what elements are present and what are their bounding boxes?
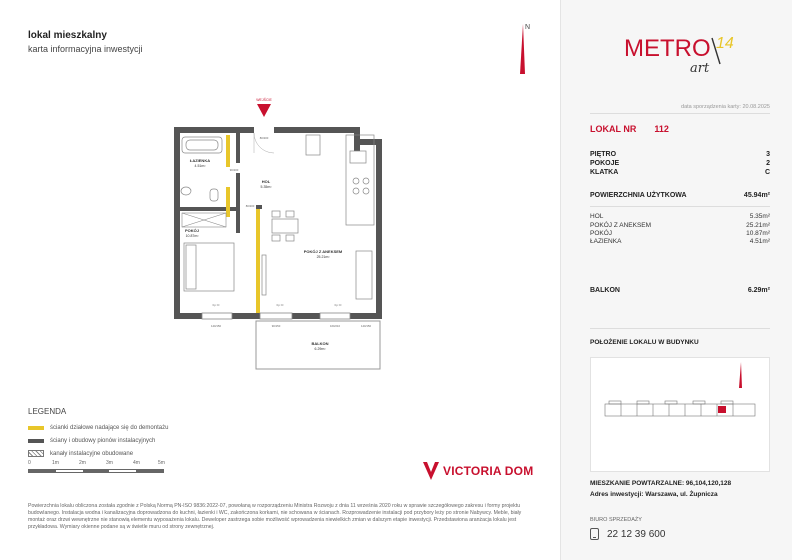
sofa — [356, 251, 372, 299]
legend-title: LEGENDA — [28, 407, 67, 416]
legend-item — [28, 434, 328, 447]
exterior-walls — [174, 127, 382, 319]
windows — [202, 313, 350, 319]
room-area: 10.87m² — [185, 234, 199, 238]
compass-icon — [739, 362, 742, 388]
room-row: POKÓJ 10.87m² — [590, 230, 770, 237]
door-size: 80/200 — [245, 204, 255, 208]
legend-text: ściany i obudowy pionów instalacyjnych — [50, 437, 156, 444]
building-outline — [591, 358, 771, 473]
legend-item — [28, 447, 328, 460]
svg-text:14: 14 — [716, 35, 734, 52]
divider — [590, 113, 770, 114]
usable-area: POWIERZCHNIA UŻYTKOWA 45.94m² — [590, 192, 770, 199]
location-label: POŁOŻENIE LOKALU W BUDYNKU — [590, 339, 699, 346]
compass-label: N — [525, 24, 531, 31]
document-subtitle: karta informacyjna inwestycji — [28, 44, 143, 54]
room-row: POKÓJ Z ANEKSEM 25.21m² — [590, 222, 770, 229]
bed — [184, 243, 234, 291]
entrance-arrow-icon — [257, 104, 271, 117]
svg-text:art: art — [690, 61, 710, 76]
divider — [590, 328, 770, 329]
room-label: POKÓJ Z ANEKSEM — [303, 249, 343, 254]
phone-number[interactable]: 22 12 39 600 — [607, 528, 666, 540]
document-title: lokal mieszkalny — [28, 30, 107, 41]
window-size: 140/150 — [360, 324, 372, 328]
preparation-date: data sporządzenia karty: 20.08.2025 — [681, 104, 770, 110]
unit-number-value: 112 — [654, 124, 669, 134]
room-label: ŁAZIENKA — [189, 158, 211, 163]
metro-art-logo — [624, 30, 744, 80]
entrance-label: WEJŚCIE — [256, 98, 272, 102]
door-size: 80/200 — [259, 136, 269, 140]
room-label: BALKON — [311, 341, 329, 346]
repeating-units: MIESZKANIE POWTARZALNE: 96,104,120,128 — [590, 480, 732, 487]
legend-swatch-hatch — [28, 450, 44, 457]
legend — [28, 407, 328, 460]
phone-icon — [590, 528, 599, 540]
investment-address: Adres inwestycji: Warszawa, ul. Żupnicza — [590, 491, 718, 498]
detail-rooms: POKOJE 2 — [590, 160, 770, 167]
compass-icon — [510, 18, 534, 82]
balcony-area: BALKON 6.29m² — [590, 287, 770, 294]
hp-mark: hp: D — [334, 303, 342, 307]
divider — [590, 206, 770, 207]
room-area: 5.35m² — [260, 185, 272, 189]
legend-item — [28, 421, 328, 434]
scale-tick: 2m — [79, 460, 86, 466]
hp-mark: hp: D — [212, 303, 220, 307]
apartment-floor-plan — [160, 95, 400, 395]
hp-mark: hp: D — [276, 303, 284, 307]
unit-number: LOKAL NR 112 — [590, 124, 669, 134]
info-sidebar — [560, 0, 792, 560]
demountable-walls — [226, 135, 260, 313]
scale-tick: 0 — [28, 460, 31, 466]
developer-logo — [423, 462, 533, 480]
scale-tick: 5m — [158, 460, 165, 466]
detail-staircase: KLATKA C — [590, 169, 770, 176]
building-location-map — [590, 357, 770, 472]
legend-swatch-yellow — [28, 426, 44, 430]
room-label: HOL — [261, 179, 271, 184]
bathroom-fixtures — [181, 137, 222, 201]
legend-swatch-dark — [28, 439, 44, 443]
scale-tick: 3m — [106, 460, 113, 466]
scale-tick: 4m — [133, 460, 140, 466]
footnote: Powierzchnia lokalu obliczona została zgodnie z Polską Normą PN-ISO 9836:2022-07, powołaną w rozporządzeniu Ministra Rozwoju z dnia 11 września 2020 roku w sprawie szczegółowego zakresu i formy projektu budowlanego. Instalacja wodna i kanalizacyjna doprowadzona do kuchni, łazienki i WC, zakończona korkami, nie schowana w ścianach. Rozprowadzenie instalacji pod przybory leży po stronie Nabywcy. Meble, biały montaż oraz drzwi wewnętrzne nie stanowią elementu wyposażenia lokalu. Deweloper zastrzega sobie możliwość wprowadzenia niewielkich zmian w dalszym etapie inwestycji. Przedstawiona aranżacja lokalu jest przykładowa. Wymiary okienne podane są w świetle muru od strony zewnętrznej. — [28, 503, 522, 530]
legend-text: ścianki działowe nadające się do demontażu — [50, 424, 169, 431]
room-area: 6.29m² — [314, 347, 326, 351]
room-area: 25.21m² — [316, 255, 330, 259]
phone-contact[interactable] — [590, 528, 665, 540]
door-size: 90/200 — [229, 168, 239, 172]
window-size: 90/150 — [271, 324, 281, 328]
svg-text:METRO: METRO — [624, 35, 711, 62]
legend-text: kanały instalacyjne obudowane — [50, 450, 134, 457]
room-row: HOL 5.35m² — [590, 213, 770, 220]
window-size: 160/210 — [329, 324, 341, 328]
room-area: 4.51m² — [194, 164, 206, 168]
scale-bar — [28, 460, 168, 474]
developer-name: VICTORIA DOM — [443, 464, 534, 478]
unit-highlight — [718, 406, 726, 413]
scale-tick: 1m — [52, 460, 59, 466]
window-size: 140/150 — [210, 324, 222, 328]
detail-floor: PIĘTRO 3 — [590, 151, 770, 158]
room-label: POKÓJ — [184, 228, 200, 233]
dining-table — [272, 211, 298, 241]
sales-office-label: BIURO SPRZEDAŻY — [590, 517, 642, 523]
room-row: ŁAZIENKA 4.51m² — [590, 238, 770, 245]
victoria-dom-logo-icon — [423, 462, 439, 480]
